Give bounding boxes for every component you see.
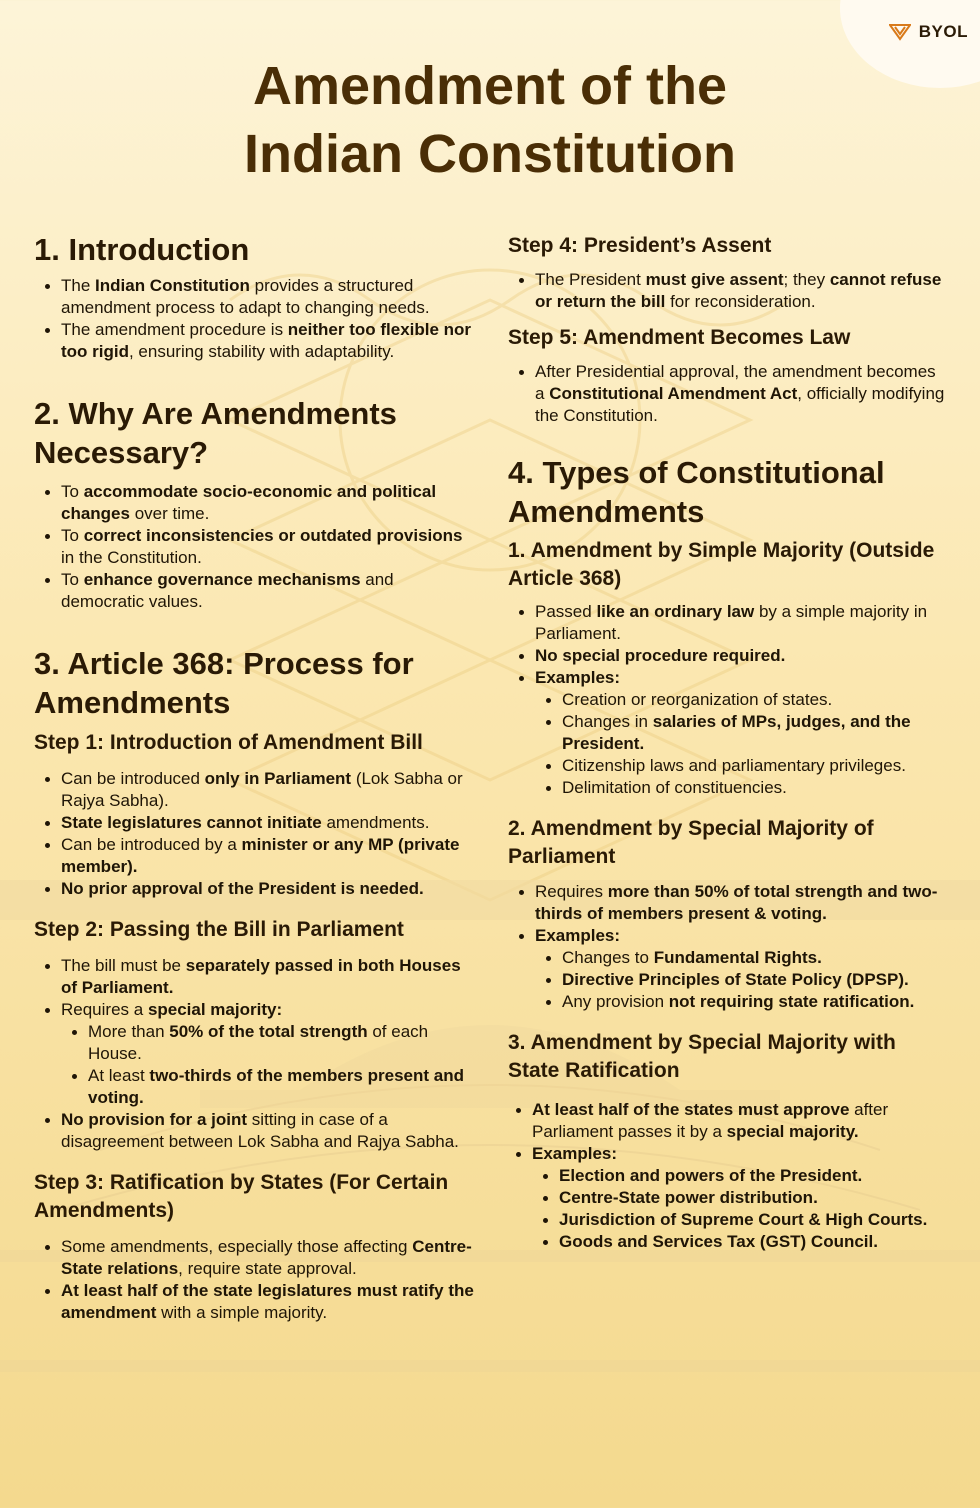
emphasis-text: separately passed in both Houses of Parliament. [61,956,461,997]
list-item: Requires more than 50% of total strength and two-thirds of members present & voting. [535,881,948,925]
emphasis-text: more than 50% of total strength and two-thirds of members present & voting. [535,882,938,923]
emphasis-text: like an ordinary law [596,602,755,621]
sub-list-item: Delimitation of constituencies. [562,777,948,799]
sub-list-item [559,1209,948,1231]
emphasis-text: two-thirds of the members present and voting. [88,1066,464,1107]
type3-list [508,1099,948,1253]
intro-list [34,275,474,363]
emphasis-text: Jurisdiction of Supreme Court & High Courts. [559,1210,928,1229]
step2-heading: Step 2: Passing the Bill in Parliament [34,918,404,941]
list-item: State legislatures cannot initiate amendments. [61,812,474,834]
emphasis-text: Constitutional Amendment Act [549,384,798,403]
sub-list-item [559,1165,948,1187]
type1-heading: 1. Amendment by Simple Majority (Outside Article 368) [508,539,935,590]
emphasis-text: Examples: [535,668,621,687]
page-title [0,52,980,188]
list-item [535,667,948,689]
list-item: The amendment procedure is neither too flexible nor too rigid, ensuring stability with adaptability. [61,319,474,363]
list-item: The President must give assent; they cannot refuse or return the bill for reconsideration. [535,269,948,313]
sub-list-item: Changes in salaries of MPs, judges, and the President. [562,711,948,755]
type1-list [508,601,948,799]
emphasis-text: No prior approval of the President is needed. [61,879,424,898]
list-item: Can be introduced only in Parliament (Lok Sabha or Rajya Sabha). [61,768,474,812]
step3-list [34,1236,474,1324]
emphasis-text: Centre-State relations [61,1237,472,1278]
step4-list [508,269,948,313]
list-item: To correct inconsistencies or outdated provisions in the Constitution. [61,525,474,569]
emphasis-text: only in Parliament [204,769,352,788]
list-item: At least half of the state legislatures must ratify the amendment with a simple majority. [61,1281,474,1322]
emphasis-text: Examples: [532,1144,618,1163]
emphasis-text: Indian Constitution [95,276,250,295]
article-heading: 3. Article 368: Process for Amendments [34,646,414,720]
type2-sublist [535,947,948,1013]
sub-list-item: At least two-thirds of the members present and voting. [88,1065,474,1109]
type2-list [508,881,948,1013]
list-item: Some amendments, especially those affecting Centre-State relations, require state approval. [61,1236,474,1280]
sub-list-item: More than 50% of the total strength of each House. [88,1021,474,1065]
emphasis-text: Goods and Services Tax (GST) Council. [559,1232,878,1251]
left-column [34,230,474,1324]
emphasis-text: 50% of the total strength [169,1022,368,1041]
sub-list-item [562,969,948,991]
step5-heading: Step 5: Amendment Becomes Law [508,326,851,349]
why-list [34,481,474,613]
sub-list-item [559,1231,948,1253]
emphasis-text: Centre-State power distribution. [559,1188,818,1207]
list-item: After Presidential approval, the amendment becomes a Constitutional Amendment Act, officially modifying the Constitution. [535,361,948,427]
emphasis-text: enhance governance mechanisms [83,570,361,589]
emphasis-text: At least half of the states must approve [532,1100,850,1119]
sub-list-item: Any provision not requiring state ratification. [562,991,948,1013]
emphasis-text: correct inconsistencies or outdated provisions [83,526,463,545]
list-item: No provision for a joint sitting in case of a disagreement between Lok Sabha and Rajya Sabha. [61,1109,474,1153]
step4-heading: Step 4: President’s Assent [508,234,772,257]
type3-sublist [532,1165,948,1253]
list-item: At least half of the states must approve after Parliament passes it by a special majority. [532,1099,948,1143]
right-column [508,232,948,1253]
list-item: Requires a special majority: [61,999,474,1021]
list-item: Can be introduced by a minister or any MP (private member). [61,834,474,878]
list-item [61,878,474,900]
list-item-nested [532,1165,948,1253]
step1-list [34,768,474,900]
types-heading: 4. Types of Constitutional Amendments [508,455,885,529]
emphasis-text: State legislatures cannot initiate [61,813,322,832]
emphasis-text: At least half of the state legislatures must ratify the amendment [61,1281,474,1322]
emphasis-text: Examples: [535,926,621,945]
emphasis-text: minister or any MP (private member). [61,835,460,876]
type2-heading: 2. Amendment by Special Majority of Parliament [508,817,874,868]
brand-logo-icon [889,23,911,41]
step2-list [34,955,474,1153]
emphasis-text: salaries of MPs, judges, and the President. [562,712,911,753]
step1-heading: Step 1: Introduction of Amendment Bill [34,731,423,754]
list-item [532,1143,948,1165]
list-item: To enhance governance mechanisms and democratic values. [61,569,474,613]
emphasis-text: No special procedure required. [535,646,786,665]
emphasis-text: not requiring state ratification. [668,992,915,1011]
emphasis-text: must give assent [645,270,784,289]
step2-sublist [61,1021,474,1109]
intro-heading: 1. Introduction [34,232,250,267]
list-item: The Indian Constitution provides a structured amendment process to adapt to changing needs. [61,275,474,319]
list-item-nested [535,689,948,799]
sub-list-item [559,1187,948,1209]
step5-list [508,361,948,427]
sub-list-item: Citizenship laws and parliamentary privileges. [562,755,948,777]
sub-list-item: Creation or reorganization of states. [562,689,948,711]
emphasis-text: special majority: [147,1000,283,1019]
why-heading: 2. Why Are Amendments Necessary? [34,396,397,470]
list-item: Passed like an ordinary law by a simple majority in Parliament. [535,601,948,645]
emphasis-text: special majority. [726,1122,859,1141]
type3-heading: 3. Amendment by Special Majority with State Ratification [508,1031,896,1082]
sub-list-item: Changes to Fundamental Rights. [562,947,948,969]
title-line-2: Indian Constitution [244,124,736,184]
emphasis-text: accommodate socio-economic and political changes [61,482,437,523]
step3-heading: Step 3: Ratification by States (For Certain Amendments) [34,1171,449,1222]
list-item-nested [61,1021,474,1109]
list-item-nested [535,947,948,1013]
emphasis-text: Directive Principles of State Policy (DPSP). [562,970,909,989]
emphasis-text: Fundamental Rights. [653,948,822,967]
brand-logo-text: BYOL [918,22,968,41]
list-item [535,925,948,947]
list-item: The bill must be separately passed in both Houses of Parliament. [61,955,474,999]
emphasis-text: No provision for a joint [61,1110,248,1129]
title-line-1: Amendment of the [252,56,727,116]
emphasis-text: Election and powers of the President. [559,1166,863,1185]
brand-logo [889,22,968,42]
type1-sublist [535,689,948,799]
list-item: To accommodate socio-economic and political changes over time. [61,481,474,525]
emphasis-text: neither too flexible nor too rigid [61,320,472,361]
list-item [535,645,948,667]
emphasis-text: cannot refuse or return the bill [535,270,942,311]
